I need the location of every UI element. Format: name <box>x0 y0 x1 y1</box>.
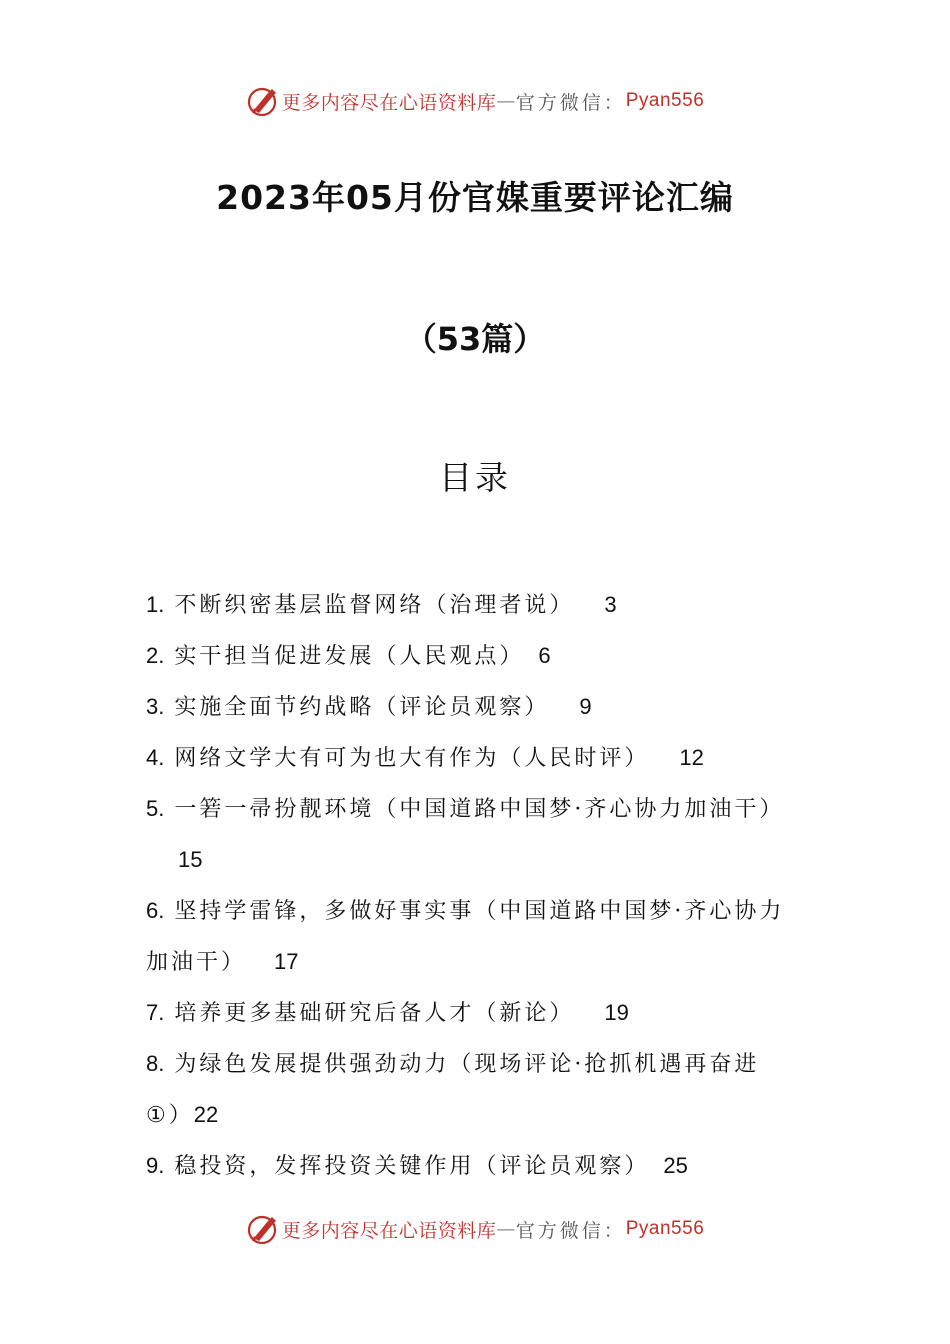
pen-nib-logo-icon <box>246 1212 280 1246</box>
toc-item-title: 不断织密基层监督网络（治理者说） <box>174 593 575 618</box>
toc-item-number: 2. <box>146 643 165 668</box>
toc-heading: 目录 <box>439 458 511 497</box>
header-watermark-banner <box>0 84 950 118</box>
toc-item-number: 7. <box>146 1000 165 1025</box>
toc-item-title: 为绿色发展提供强劲动力（现场评论·抢抓机遇再奋进 <box>174 1052 760 1077</box>
banner-site-text: 更多内容尽在心语资料库 <box>281 1219 497 1242</box>
toc-item-title: 培养更多基础研究后备人才（新论） <box>174 1001 575 1026</box>
toc-item-page: 15 <box>178 847 203 872</box>
toc-item-number: 1. <box>146 592 165 617</box>
toc-item-page: 25 <box>663 1153 688 1178</box>
banner-dash: — <box>496 1218 516 1240</box>
banner-account: Pyan556 <box>625 90 705 111</box>
toc-item-number: 3. <box>146 694 165 719</box>
toc-item[interactable] <box>146 1039 814 1141</box>
banner-dash: — <box>496 90 516 112</box>
toc-item-title: 坚持学雷锋，多做好事实事（中国道路中国梦·齐心协力 <box>174 899 785 924</box>
article-count: （53篇） <box>404 320 546 358</box>
toc-item[interactable] <box>146 631 814 682</box>
banner-account: Pyan556 <box>625 1218 705 1239</box>
toc-item-number: 5. <box>146 796 165 821</box>
toc-item[interactable] <box>146 682 814 733</box>
toc-item-number: 4. <box>146 745 165 770</box>
toc-item-page: 17 <box>274 949 299 974</box>
pen-nib-logo-icon <box>246 84 280 118</box>
toc-item-title: 网络文学大有可为也大有作为（人民时评） <box>174 746 650 771</box>
banner-wechat-label: 官方微信： <box>515 1219 626 1242</box>
toc-item-page: 6 <box>538 643 551 668</box>
toc-item-page: 19 <box>604 1000 629 1025</box>
toc-item[interactable] <box>146 988 814 1039</box>
document-title: 2023年05月份官媒重要评论汇编 <box>216 178 734 217</box>
toc-item-page: 12 <box>679 745 704 770</box>
toc-item-number: 8. <box>146 1051 165 1076</box>
toc-item[interactable] <box>146 580 814 631</box>
toc-item-page: 9 <box>579 694 592 719</box>
toc-item[interactable] <box>146 784 814 886</box>
toc-item-page: 3 <box>604 592 617 617</box>
toc-item-number: 9. <box>146 1153 165 1178</box>
toc-item-title: 一箬一帚扮靓环境（中国道路中国梦·齐心协力加油干） <box>174 797 785 822</box>
toc-item[interactable] <box>146 1141 814 1192</box>
toc-item-title: 稳投资，发挥投资关键作用（评论员观察） <box>174 1154 650 1179</box>
toc-item-page: 22 <box>193 1102 219 1127</box>
toc-item-title-continued: ①） <box>146 1103 194 1128</box>
toc-item[interactable] <box>146 886 814 988</box>
toc-item-title: 实干担当促进发展（人民观点） <box>174 644 525 669</box>
toc-item[interactable] <box>146 733 814 784</box>
toc-item-title-continued: 加油干） <box>146 950 247 975</box>
footer-watermark-banner <box>0 1212 950 1246</box>
table-of-contents <box>146 580 814 1192</box>
banner-wechat-label: 官方微信： <box>515 91 626 114</box>
toc-item-number: 6. <box>146 898 165 923</box>
banner-site-text: 更多内容尽在心语资料库 <box>281 91 497 114</box>
toc-item-title: 实施全面节约战略（评论员观察） <box>174 695 550 720</box>
